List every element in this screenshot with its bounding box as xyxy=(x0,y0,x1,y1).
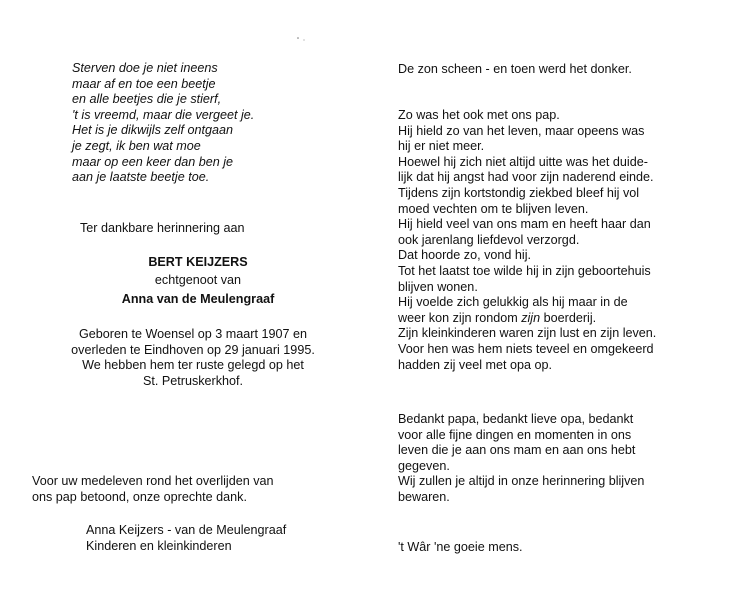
story-line: moed vechten om te blijven leven. xyxy=(398,201,589,216)
poem-line: je zegt, ik ben wat moe xyxy=(72,138,201,153)
poem-line: en alle beetjes die je stierf, xyxy=(72,92,222,107)
story-line: Hoewel hij zich niet altijd uitte was het duide- xyxy=(398,154,648,169)
closing-thanks-line: gegeven. xyxy=(398,458,450,473)
closing-thanks-line: Bedankt papa, bedankt lieve opa, bedankt xyxy=(398,412,634,426)
closing-thanks-line: bewaren. xyxy=(398,489,450,504)
poem-line: maar op een keer dan ben je xyxy=(72,154,234,169)
story-line: Tot het laatst toe wilde hij in zijn geboortehuis xyxy=(398,263,651,278)
story-line: Hij voelde zich gelukkig als hij maar in de xyxy=(398,295,628,310)
life-details-line: overleden te Eindhoven op 29 januari 1995. xyxy=(71,342,315,357)
poem xyxy=(72,61,254,186)
signoff xyxy=(86,523,286,554)
right-title: De zon scheen - en toen werd het donker. xyxy=(398,62,632,76)
story-line: Tijdens zijn kortstondig ziekbed bleef hij vol xyxy=(398,185,640,200)
story-line: Voor hen was hem niets teveel en omgekeerd xyxy=(398,341,654,356)
thanks-text xyxy=(32,474,332,505)
poem-line: Het is je dikwijls zelf ontgaan xyxy=(72,123,233,138)
story-line: hij er niet meer. xyxy=(398,139,485,154)
dedication-line: Ter dankbare herinnering aan xyxy=(80,221,245,235)
print-speck-decoration xyxy=(296,36,308,42)
story-line xyxy=(398,311,721,327)
deceased-name: BERT KEIJZERS xyxy=(148,255,248,269)
story-line: lijk dat hij angst had voor zijn naderend einde. xyxy=(398,170,654,185)
story-line: hadden zij veel met opa op. xyxy=(398,357,553,372)
signoff-line: Kinderen en kleinkinderen xyxy=(86,538,232,553)
story-text-fragment: weer kon zijn rondom xyxy=(398,310,522,325)
poem-line: aan je laatste beetje toe. xyxy=(72,170,210,185)
thanks-line: Voor uw medeleven rond het overlijden van xyxy=(32,474,274,488)
closing-line: 't Wâr 'ne goeie mens. xyxy=(398,540,523,554)
closing-thanks-line: voor alle fijne dingen en momenten in ons xyxy=(398,427,632,442)
story-line: ook jarenlang liefdevol verzorgd. xyxy=(398,232,580,247)
story-text-fragment: boerderij. xyxy=(540,310,597,325)
emphasis-word: zijn xyxy=(521,310,541,325)
closing-thanks-line: Wij zullen je altijd in onze herinnering blijven xyxy=(398,474,645,489)
closing-thanks xyxy=(398,412,721,506)
poem-line: 't is vreemd, maar die vergeet je. xyxy=(72,107,255,122)
story-line: blijven wonen. xyxy=(398,279,478,294)
story-line: Hij hield zo van het leven, maar opeens was xyxy=(398,123,645,138)
story-line: Dat hoorde zo, vond hij. xyxy=(398,248,532,263)
closing-thanks-line: leven die je aan ons mam en aan ons hebt xyxy=(398,443,636,458)
story-text xyxy=(398,108,721,373)
life-details-line: We hebben hem ter ruste gelegd op het xyxy=(82,358,304,373)
poem-line: Sterven doe je niet ineens xyxy=(72,61,218,75)
story-line: Zo was het ook met ons pap. xyxy=(398,108,560,122)
story-line: Hij hield veel van ons mam en heeft haar dan xyxy=(398,217,651,232)
spouse-name: Anna van de Meulengraaf xyxy=(121,292,275,306)
life-details-line: Geboren te Woensel op 3 maart 1907 en xyxy=(78,327,307,341)
thanks-line: ons pap betoond, onze oprechte dank. xyxy=(32,489,247,504)
life-details-line: St. Petruskerkhof. xyxy=(142,373,244,388)
spouse-prefix: echtgenoot van xyxy=(154,273,242,287)
poem-line: maar af en toe een beetje xyxy=(72,76,216,91)
signoff-line: Anna Keijzers - van de Meulengraaf xyxy=(86,523,287,537)
life-details xyxy=(28,327,358,389)
story-line: Zijn kleinkinderen waren zijn lust en zijn leven. xyxy=(398,326,657,341)
